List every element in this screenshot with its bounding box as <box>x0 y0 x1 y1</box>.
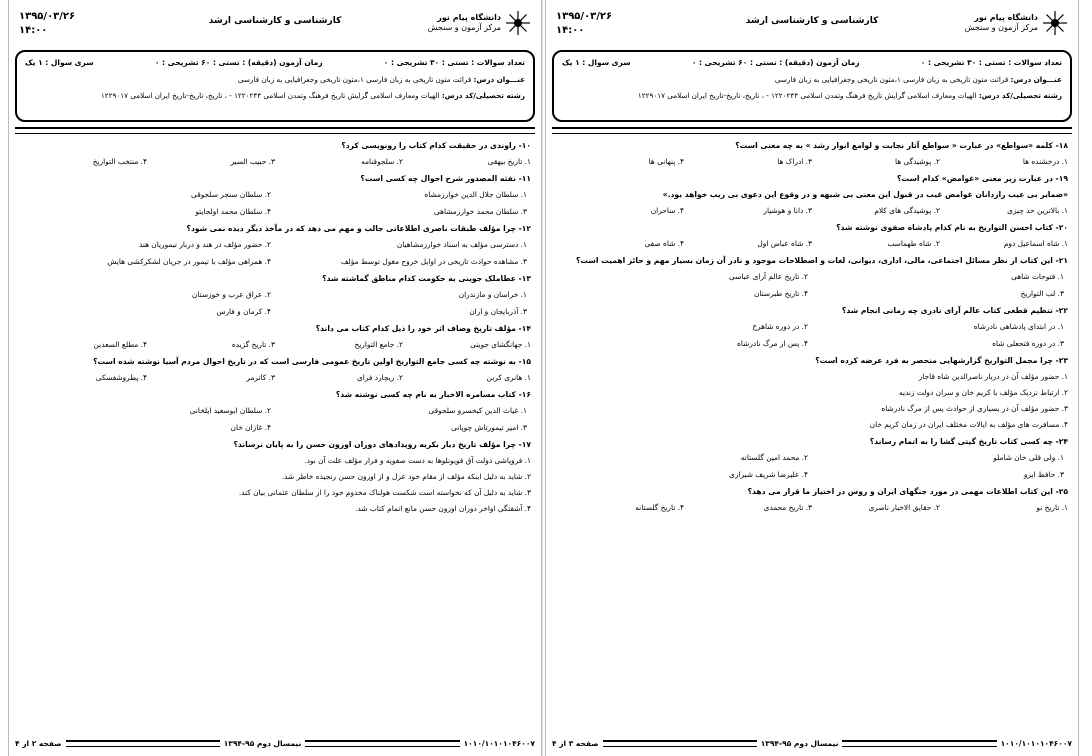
answer-options <box>19 405 531 433</box>
answer-options <box>19 239 531 267</box>
answer-option: ۳. دانا و هوشیار <box>763 206 812 215</box>
answer-option: ۱. تاریخ نو <box>1036 503 1068 512</box>
answer-options <box>556 238 1068 249</box>
field-label: رشته تحصیلی/کد درس: <box>978 91 1062 100</box>
exam-info-box <box>15 50 535 122</box>
exam-date: ۱۳۹۵/۰۳/۲۶ <box>19 11 76 22</box>
exam-duration: زمان آزمون (دقیقه) : تستی : ۶۰ تشریحی : ۰ <box>691 58 860 67</box>
question-list <box>556 140 1068 519</box>
answer-option: ۳. لب التواریخ <box>1020 289 1064 298</box>
exam-code: ۱۰۱۰/۱۰۱۰۱۰۴۶۰۰۷ <box>1000 738 1072 748</box>
answer-option: ۲. ریچارد فرای <box>357 373 403 382</box>
semester-label: نیمسال دوم ۹۵-۱۳۹۴ <box>223 738 302 748</box>
question-item <box>556 222 1068 249</box>
question-text: ۱۱- نفثه المصدور شرح احوال چه کسی است؟ <box>360 174 531 183</box>
answer-option: ۳. حافظ ابرو <box>1023 470 1064 479</box>
answer-option: ۱. هانری کربن <box>486 373 531 382</box>
answer-option: ۱. فروپاشی دولت آق قویونلوها به دست صفویه و فرار مؤلف علت آن بود. <box>304 456 531 465</box>
question-item <box>556 486 1068 513</box>
question-text: ۱۹- در عبارت زیر معنی «غوامض» کدام است؟ <box>897 174 1068 183</box>
answer-option: ۴. پنهانی ها <box>648 157 684 166</box>
answer-option: ۲. تاریخ عالم آرای عباسی <box>729 272 808 281</box>
question-quote: «ضمایر بی عیب رازدانان غوامض غیب در قبول این معنی بی شبهه و در وقوع این دعوی بی ریب خواهد بود.» <box>662 190 1068 199</box>
field-label: رشته تحصیلی/کد درس: <box>441 91 525 100</box>
question-text: ۱۴- مؤلف تاریخ وصاف اثر خود را ذیل کدام کتاب می داند؟ <box>315 324 531 333</box>
answer-option: ۱. دسترسی مؤلف به اسناد خوارزمشاهیان <box>396 240 527 249</box>
answer-option: ۴. کرمان و فارس <box>216 307 271 316</box>
page-footer <box>15 736 535 750</box>
divider <box>15 127 535 134</box>
header-title: کارشناسی و کارشناسی ارشد <box>208 16 342 26</box>
answer-option: ۱. درخشنده ها <box>1022 157 1068 166</box>
answer-option: ۴. همراهی مؤلف با تیمور در جریان لشکرکشی هایش <box>107 257 271 266</box>
answer-option: ۲. پوشیدگی های کلام <box>874 206 940 215</box>
answer-options <box>19 372 531 383</box>
answer-option: ۳. مشاهده حوادث تاریخی در اوایل خروج مغول توسط مؤلف <box>340 257 527 266</box>
question-item <box>19 356 531 383</box>
footer-rule <box>66 740 220 747</box>
course-label: عنـــوان درس: <box>473 75 525 84</box>
center-name: مرکز آزمون و سنجش <box>964 23 1038 32</box>
field-value: الهیات ومعارف اسلامی گرایش تاریخ فرهنگ وتمدن اسلامی ۱۲۲۰۲۴۴ - ، تاریخ، تاریخ-تاریخ ایران اسلامی ۱۲۲۹۰۱۷ <box>100 91 442 100</box>
answer-option: ۲. پوشیدگی ها <box>894 157 940 166</box>
answer-options <box>556 321 1068 349</box>
answer-option: ۱. غیاث الدین کیخسرو سلجوقی <box>428 406 527 415</box>
question-item <box>19 389 531 433</box>
answer-option: ۱. تاریخ بیهقی <box>487 157 531 166</box>
answer-option: ۲. حضور مؤلف در هند و دربار تیموریان هند <box>138 240 271 249</box>
exam-duration: زمان آزمون (دقیقه) : تستی : ۶۰ تشریحی : ۰ <box>154 58 323 67</box>
question-series: سری سوال : ۱ یک <box>562 58 631 67</box>
answer-option: ۳. ادراک ها <box>777 157 812 166</box>
answer-option: ۴. غازان خان <box>230 423 271 432</box>
answer-options <box>556 271 1068 299</box>
answer-option: ۴. ساحران <box>650 206 684 215</box>
answer-option: ۱. حضور مؤلف آن در دربار ناصرالدین شاه قاجار <box>918 372 1068 381</box>
exam-page-left <box>8 0 542 756</box>
answer-option: ۳. تاریخ گزیده <box>231 340 275 349</box>
answer-option: ۲. عراق عرب و خوزستان <box>191 290 271 299</box>
answer-options <box>19 289 531 317</box>
answer-option: ۳. شاه عباس اول <box>757 239 812 248</box>
footer-rule <box>305 740 459 747</box>
question-item <box>19 439 531 514</box>
answer-options <box>19 339 531 350</box>
question-list <box>19 140 531 520</box>
answer-option: ۳. امیر تیمورتاش چوپانی <box>451 423 527 432</box>
page-number: صفحه ۳ از ۴ <box>552 738 599 748</box>
question-item <box>556 305 1068 349</box>
question-item <box>19 140 531 167</box>
answer-option: ۲. شاه طهماسب <box>887 239 940 248</box>
answer-option: ۱. سلطان جلال الدین خوارزمشاه <box>424 190 527 199</box>
divider <box>552 127 1072 134</box>
header-title: کارشناسی و کارشناسی ارشد <box>745 16 879 26</box>
field-value: الهیات ومعارف اسلامی گرایش تاریخ فرهنگ وتمدن اسلامی ۱۲۲۰۲۴۴ - ، تاریخ، تاریخ-تاریخ ایران اسلامی ۱۲۲۹۰۱۷ <box>637 91 979 100</box>
answer-option: ۴. تاریخ طبرستان <box>753 289 808 298</box>
answer-option: ۴. شاه صفی <box>644 239 684 248</box>
answer-option: ۳. کاترمر <box>246 373 275 382</box>
answer-option: ۲. محمد امین گلستانه <box>740 453 808 462</box>
question-item <box>19 273 531 317</box>
answer-option: ۲. در دوره شاهرخ <box>752 322 808 331</box>
exam-info-box <box>552 50 1072 122</box>
question-text: ۱۷- چرا مؤلف تاریخ دیار بکریه رویدادهای دوران اوزون حسن را به پایان نرساند؟ <box>233 440 531 449</box>
course-title: قرائت متون تاریخی به زبان فارسی ۱،متون تاریخی وجغرافیایی به زبان فارسی <box>237 75 474 84</box>
question-text: ۱۲- چرا مؤلف طبقات ناصری اطلاعاتی جالب و مهم می دهد که در مآخذ دیگر دیده نمی شود؟ <box>186 224 531 233</box>
exam-datetime <box>556 10 612 38</box>
answer-option: ۳. حبیب السیر <box>230 157 275 166</box>
answer-option: ۴. آشفتگی اواخر دوران اوزون حسن مانع اتمام کتاب شد. <box>355 504 531 513</box>
question-item <box>19 323 531 350</box>
answer-options <box>556 502 1068 513</box>
course-label: عنـــوان درس: <box>1010 75 1062 84</box>
answer-option: ۲. حقایق الاخبار ناصری <box>868 503 940 512</box>
answer-option: ۲. سلطان سنجر سلجوقی <box>191 190 271 199</box>
question-item <box>556 140 1068 167</box>
answer-option: ۳. شاید به دلیل آن که نخواسته است شکست هولناک مخدوم خود را از سلطان عثمانی بیان کند. <box>238 488 531 497</box>
answer-option: ۱. فتوحات شاهی <box>1011 272 1064 281</box>
question-text: ۲۳- چرا مجمل التواریخ گزارشهایی منحصر به فرد عرضه کرده است؟ <box>815 356 1068 365</box>
answer-options <box>556 205 1068 216</box>
answer-option: ۲. جامع التواریخ <box>354 340 403 349</box>
answer-options <box>556 452 1068 480</box>
page-header <box>13 4 537 48</box>
question-item <box>19 173 531 217</box>
answer-option: ۴. تاریخ گلستانه <box>635 503 684 512</box>
question-text: ۲۱- این کتاب از نظر مسائل اجتماعی، مالی، اداری، دیوانی، لغات و اصطلاحات موجود و نادر آن زمان بسیار مهم و حائز اهمیت است؟ <box>575 256 1068 265</box>
semester-label: نیمسال دوم ۹۵-۱۳۹۴ <box>760 738 839 748</box>
footer-rule <box>842 740 996 747</box>
footer-rule <box>603 740 757 747</box>
page-footer <box>552 736 1072 750</box>
answer-option: ۴. پس از مرگ نادرشاه <box>737 339 808 348</box>
question-item <box>556 173 1068 216</box>
answer-option: ۳. حضور مؤلف آن در بسیاری از حوادث پس از مرگ نادرشاه <box>881 404 1068 413</box>
page-number: صفحه ۲ از ۴ <box>15 738 62 748</box>
exam-date: ۱۳۹۵/۰۳/۲۶ <box>556 11 613 22</box>
answer-option: ۱. در ابتدای پادشاهی نادرشاه <box>973 322 1064 331</box>
answer-option: ۲. سلجوقنامه <box>361 157 403 166</box>
question-text: ۲۲- تنظیم قطعی کتاب عالم آرای نادری چه زمانی انجام شد؟ <box>841 306 1068 315</box>
question-count: تعداد سوالات : تستی : ۳۰ تشریحی : ۰ <box>920 58 1062 67</box>
answer-options <box>556 156 1068 167</box>
question-item <box>556 436 1068 480</box>
answer-option: ۳. در دوره فتحعلی شاه <box>992 339 1064 348</box>
answer-option: ۳. سلطان محمد خوارزمشاهی <box>433 207 527 216</box>
answer-option: ۱. جهانگشای جوینی <box>470 340 531 349</box>
answer-option: ۲. ارتباط نزدیک مؤلف با کریم خان و سران دولت زندیه <box>899 388 1068 397</box>
answer-option: ۴. منتخب التواریخ <box>92 157 147 166</box>
university-name: دانشگاه پیام نور <box>974 13 1038 22</box>
answer-option: ۱. ولی قلی خان شاملو <box>993 453 1064 462</box>
question-count: تعداد سوالات : تستی : ۳۰ تشریحی : ۰ <box>383 58 525 67</box>
answer-option: ۲. سلطان ابوسعید ایلخانی <box>189 406 271 415</box>
question-text: ۲۰- کتاب احسن التواریخ به نام کدام پادشاه صفوی نوشته شد؟ <box>836 223 1068 232</box>
question-text: ۱۰- راوندی در حقیقت کدام کتاب را رونویسی کرد؟ <box>341 141 531 150</box>
university-name: دانشگاه پیام نور <box>437 13 501 22</box>
question-text: ۱۸- کلمه «سواطع» در عبارت « سواطع آثار نجابت و لوامع انوار رشد » به چه معنی است؟ <box>735 141 1068 150</box>
question-item <box>19 223 531 267</box>
question-text: ۱۵- به نوشته چه کسی جامع التواریخ اولین تاریخ عمومی فارسی است که در تاریخ احوال مردم آسیا نوشته شده است؟ <box>93 357 531 366</box>
page-header <box>550 4 1074 48</box>
answer-options <box>556 371 1068 430</box>
question-text: ۲۴- چه کسی کتاب تاریخ گیتی گشا را به اتمام رساند؟ <box>869 437 1068 446</box>
exam-time: ۱۴:۰۰ <box>19 25 48 36</box>
answer-option: ۴. مطلع السعدین <box>93 340 147 349</box>
answer-option: ۱. خراسان و مازندران <box>458 290 527 299</box>
exam-code: ۱۰۱۰/۱۰۱۰۱۰۴۶۰۰۷ <box>463 738 535 748</box>
answer-options <box>19 455 531 514</box>
question-item <box>556 355 1068 430</box>
question-text: ۱۳- عطاملک جوینی به حکومت کدام مناطق گماشته شد؟ <box>322 274 531 283</box>
answer-option: ۲. شاید به دلیل اینکه مؤلف از مقام خود عزل و از اوزون حسن رنجیده خاطر شد. <box>281 472 531 481</box>
question-series: سری سوال : ۱ یک <box>25 58 94 67</box>
question-item <box>556 255 1068 299</box>
answer-options <box>19 189 531 217</box>
answer-options <box>19 156 531 167</box>
question-text: ۲۵- این کتاب اطلاعات مهمی در مورد جنگهای ایران و روس در اختیار ما قرار می دهد؟ <box>747 487 1068 496</box>
answer-option: ۴. علیرضا شریف شیرازی <box>729 470 808 479</box>
center-name: مرکز آزمون و سنجش <box>427 23 501 32</box>
answer-option: ۱. بالاترین حد چیزی <box>1007 206 1068 215</box>
question-text: ۱۶- کتاب مسامره الاخبار به نام چه کسی نوشته شد؟ <box>335 390 531 399</box>
answer-option: ۴. سلطان محمد اولجایتو <box>195 207 271 216</box>
course-title: قرائت متون تاریخی به زبان فارسی ۱،متون تاریخی وجغرافیایی به زبان فارسی <box>774 75 1011 84</box>
answer-option: ۳. تاریخ محمدی <box>763 503 812 512</box>
answer-option: ۳. آذربایجان و اران <box>469 307 527 316</box>
exam-time: ۱۴:۰۰ <box>556 25 585 36</box>
answer-option: ۱. شاه اسماعیل دوم <box>1003 239 1068 248</box>
exam-page-right <box>545 0 1079 756</box>
exam-datetime <box>19 10 75 38</box>
answer-option: ۴. مسافرت های مؤلف به ایالات مختلف ایران در زمان کریم خان <box>869 420 1068 429</box>
answer-option: ۴. پطروشفسکی <box>95 373 147 382</box>
